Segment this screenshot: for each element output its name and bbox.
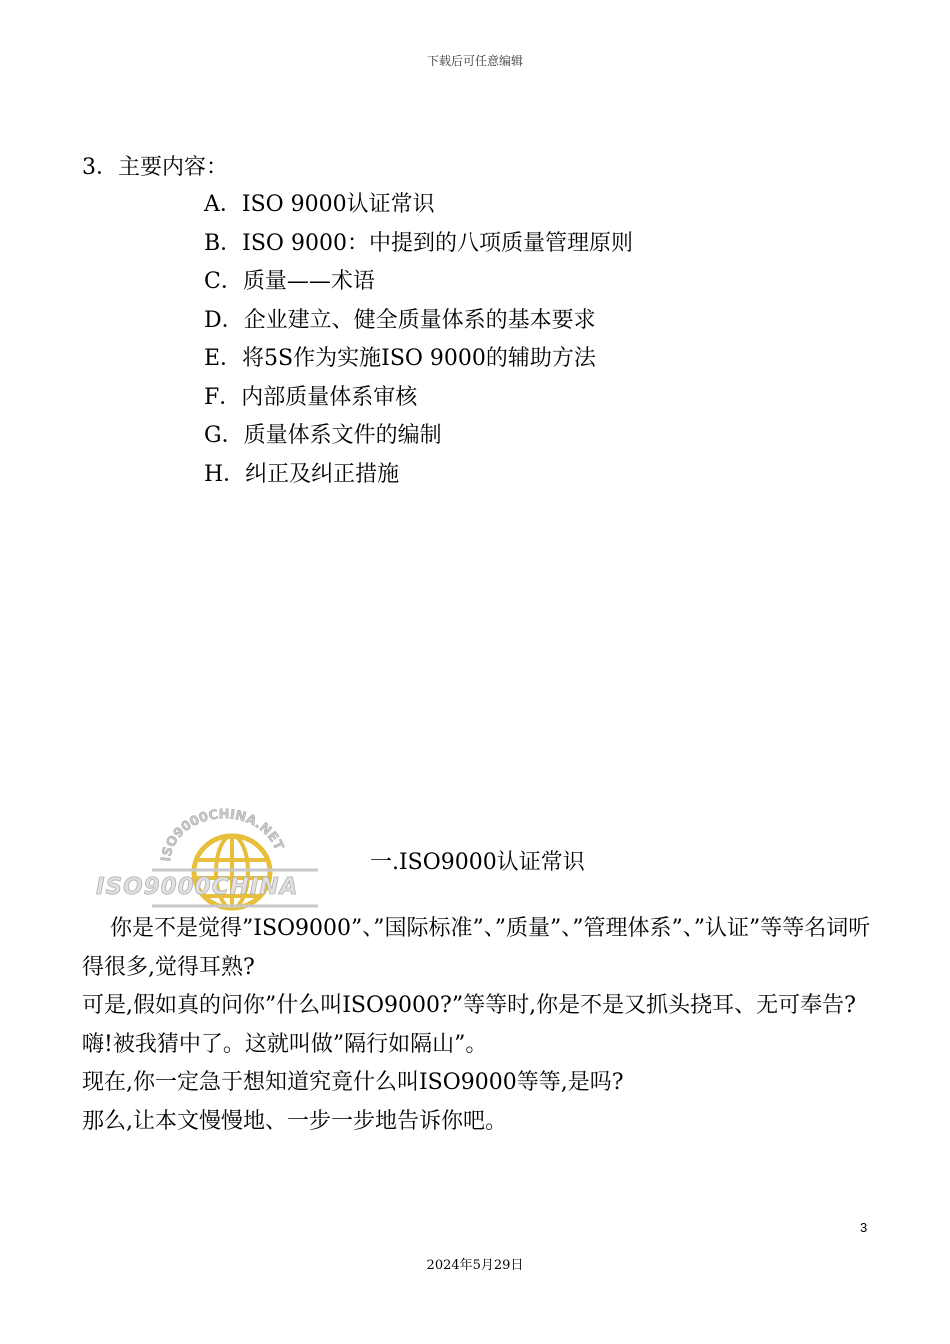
paragraph: 你是不是觉得”ISO9000”、”国际标准”、”质量”、”管理体系”、”认证”等等名词听得很多,觉得耳熟?: [82, 916, 871, 980]
paragraph: 现在,你一定急于想知道究竟什么叫ISO9000等等,是吗?: [82, 1070, 624, 1095]
paragraph: 可是,假如真的问你”什么叫ISO9000?”等等时,你是不是又抓头挠耳、无可奉告?: [82, 993, 856, 1018]
contents-item-b: B．ISO 9000：中提到的八项质量管理原则: [204, 230, 633, 256]
globe-logo-icon: [92, 808, 328, 916]
contents-heading: 3．主要内容：: [82, 155, 228, 180]
section-title: 一.ISO9000认证常识: [370, 850, 585, 875]
page-header: 下载后可任意编辑: [426, 54, 523, 68]
page-number: 3: [860, 1220, 868, 1235]
contents-item-c: C．质量——术语: [204, 269, 375, 294]
contents-item-h: H．纠正及纠正措施: [204, 461, 400, 487]
footer-date: 2024年5月29日: [426, 1258, 524, 1273]
logo-wordmark: ISO9000CHINA: [96, 874, 299, 900]
contents-item-g: G．质量体系文件的编制: [204, 423, 442, 448]
contents-item-d: D．企业建立、健全质量体系的基本要求: [204, 307, 596, 333]
contents-item-f: F．内部质量体系审核: [204, 384, 418, 410]
contents-item-a: A．ISO 9000认证常识: [204, 192, 435, 217]
section-body: [82, 910, 872, 1141]
logo-arc-text: ISO9000CHINA.NET: [158, 808, 286, 863]
iso9000china-logo: [92, 808, 328, 916]
contents-list: [204, 186, 633, 494]
contents-item-e: E．将5S作为实施ISO 9000的辅助方法: [204, 346, 596, 371]
paragraph: 那么,让本文慢慢地、一步一步地告诉你吧。: [82, 1108, 507, 1134]
paragraph: 嗨!被我猜中了。这就叫做”隔行如隔山”。: [82, 1031, 488, 1057]
